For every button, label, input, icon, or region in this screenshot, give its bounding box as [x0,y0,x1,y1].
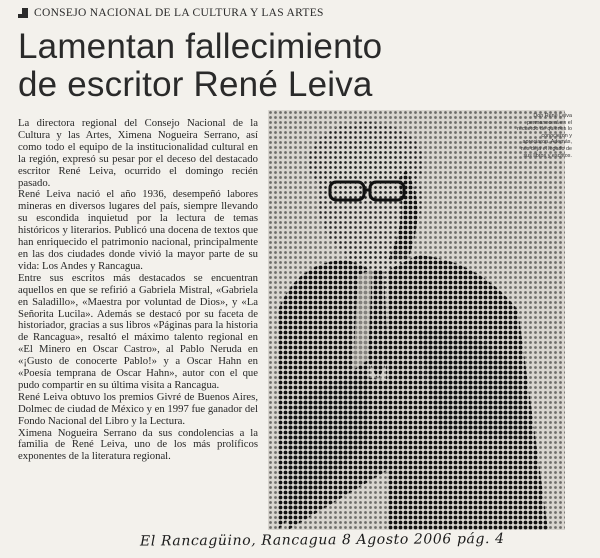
article-body [18,118,258,463]
paragraph: La directora regional del Consejo Nacional de la Cultura y las Artes, Ximena Nogueira Serrano, así como todo el equipo de la institucionalidad cultural en la región, expresó su pesar por el deceso del destacado escritor René Leiva, ocurrido el domingo recién pasado. [18,117,258,189]
paragraph: Entre sus escritos más destacados se encuentran aquellos en que se refirió a Gabriela Mistral, «Gabriela en Saladillo», «Maestra por voluntad de Dios», y «La Señorita Lucila». Además se destacó por su faceta de historiador, gracias a sus libros «Páginas para la historia de Rancagua», resaltó el máximo talento regional en «El Minero en Oscar Castro», al Pablo Neruda en «¡Gusto de conocerte Pablo!» y a Oscar Hahn en «Poesía temprana de Oscar Hahn», autor con el que pudo compartir en su última visita a Rancagua. [18,271,258,391]
photo-caption: Don René Leiva permanecerá en el recuerdo de quienes lo conocieron y apreciaron. Además, nos deja el legado de sus libros y escritos. [517,113,572,159]
section-label: CONSEJO NACIONAL DE LA CULTURA Y LAS ARTES [34,7,324,19]
paragraph: René Leiva nació el año 1936, desempeñó labores mineras en diversos lugares del país, siempre llevando su escondida inquietud por la lectura de temas históricos y literarios. Publicó una docena de textos que han enriquecido el patrimonio nacional, principalmente en las dos ciudades donde vivió la mayor parte de su vida: Los Andes y Rancagua. [18,188,258,272]
headline [18,28,488,104]
portrait-photo [268,110,565,530]
portrait-figure [268,110,565,530]
paragraph: René Leiva obtuvo los premios Givré de Buenos Aires, Dolmec de ciudad de México y en 1997 fue ganador del Fondo Nacional del Libro y la Lectura. [18,390,258,427]
section-marker-icon [18,8,28,18]
headline-line-1: Lamentan fallecimiento [18,27,383,66]
handwritten-source-note: El Rancagüino, Rancagua 8 Agosto 2006 pág. 4 [139,530,505,550]
headline-line-2: de escritor René Leiva [18,65,373,104]
paragraph: Ximena Nogueira Serrano da sus condolencias a la familia de René Leiva, uno de los más prolíficos exponentes de la literatura regional. [18,426,258,463]
section-header [18,4,324,22]
